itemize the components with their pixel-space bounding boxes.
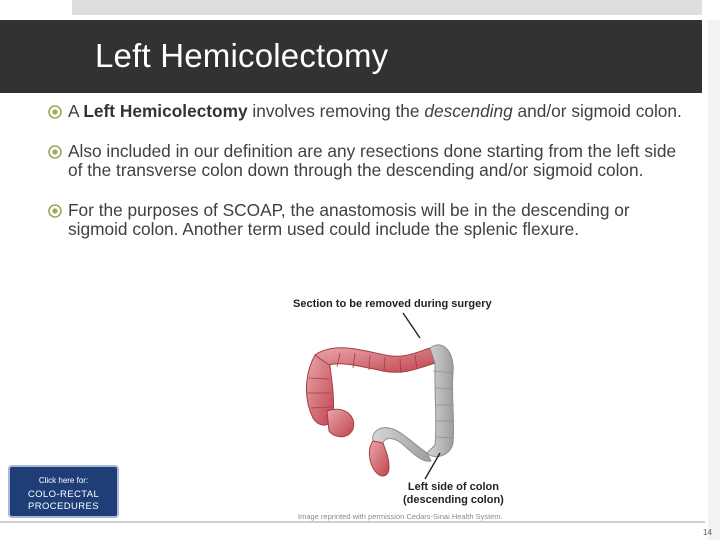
bullet-text-italic: descending [424, 101, 513, 121]
page-number: 14 [703, 528, 712, 537]
bullet-item [48, 142, 688, 181]
footer-divider [0, 521, 705, 523]
bullet-text-suffix: and/or sigmoid colon. [512, 101, 682, 121]
figure-caption-bottom-line2: (descending colon) [403, 493, 504, 506]
link-button-line3: PROCEDURES [27, 501, 100, 512]
figure-caption-top: Section to be removed during surgery [293, 298, 492, 310]
colon-figure [285, 293, 520, 509]
figure-caption-bottom [403, 481, 504, 506]
target-bullet-icon [48, 105, 62, 119]
slide-title: Left Hemicolectomy [95, 37, 389, 74]
bullet-list [48, 102, 688, 240]
link-button-line2: COLO-RECTAL [27, 489, 100, 500]
colo-rectal-procedures-link-button[interactable] [8, 465, 119, 518]
target-bullet-icon [48, 145, 62, 159]
bullet-text: For the purposes of SCOAP, the anastomosis will be in the descending or sigmoid colon. Another term used could include the splenic flexure. [68, 199, 630, 239]
bullet-text-bold: Left Hemicolectomy [83, 101, 248, 121]
bullet-item [48, 102, 688, 122]
bullet-text-prefix: A [68, 101, 84, 121]
bullet-text: Also included in our definition are any resections done starting from the left side of the transverse colon down through the descending and/or sigmoid colon. [68, 140, 677, 180]
figure-caption-bottom-line1: Left side of colon [407, 481, 499, 493]
bullet-item [48, 201, 688, 240]
bullet-text-mid: involves removing the [247, 101, 425, 121]
top-decorative-strip [72, 0, 702, 15]
link-button-line1: Click here for: [38, 476, 89, 485]
target-bullet-icon [48, 204, 62, 218]
image-credit: Image reprinted with permission Cedars-Sinai Health System. [298, 512, 503, 521]
colon-illustration [285, 293, 520, 509]
title-bar [0, 20, 702, 93]
right-edge-strip [708, 20, 720, 540]
